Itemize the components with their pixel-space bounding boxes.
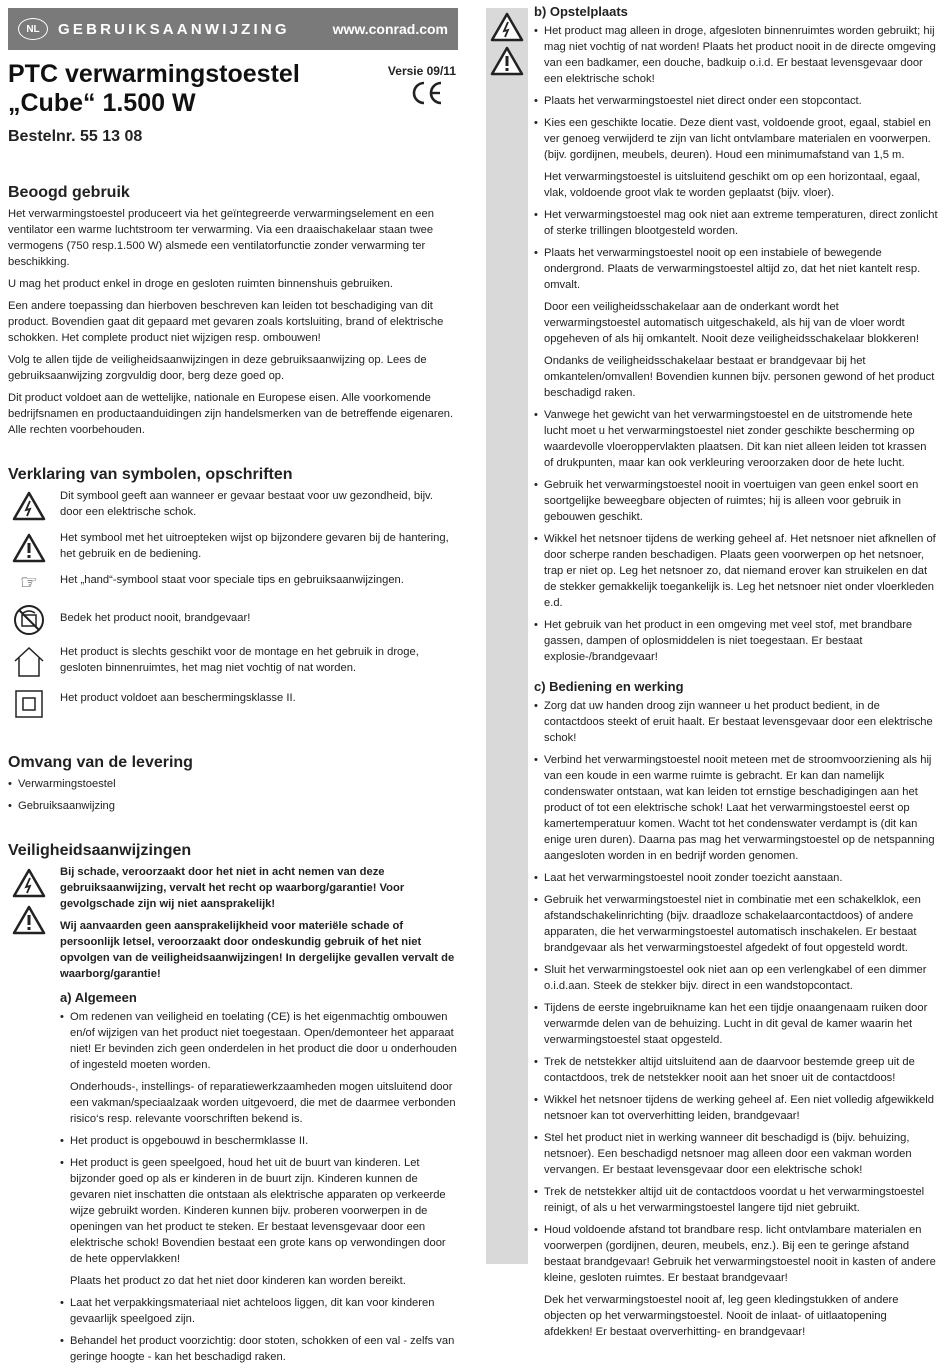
list-item-continuation: Door een veiligheidsschakelaar aan de onderkant wordt het verwarmingstoestel automatisch uitgeschakeld, als hij van de vloer wordt opgeheven of als hij omkantelt. Nooit deze veiligheidsschakelaar blokkeren! <box>544 301 920 345</box>
language-badge: NL <box>18 18 48 40</box>
symbol-row <box>8 686 458 722</box>
general-list <box>60 1009 458 1365</box>
disclaimer-liability: Wij aanvaarden geen aansprakelijkheid voor materiële schade of persoonlijk letsel, veroorzaakt door ondeskundig gebruik of het niet opvolgen van de veiligheidsaanwijzingen! In dergelijke gevallen vervalt de waarborg/garantie! <box>60 920 455 980</box>
location-list <box>534 23 938 665</box>
list-item: • Laat het verpakkingsmateriaal niet achteloos liggen, dit kan voor kinderen gevaarlijk speelgoed zijn. <box>60 1295 458 1327</box>
electric-hazard-icon <box>490 12 524 47</box>
symbol-description: Bedek het product nooit, brandgevaar! <box>60 612 251 624</box>
list-item: • Vanwege het gewicht van het verwarmingstoestel en de uitstromende hete lucht moet u het verwarmingstoestel niet zonder geschikte bescherming op waardevolle vloeroppervlakten plaatsen. Dit kan niet alleen leiden tot krassen of drukpunten, maar kan ook verkleuring veroorzaken door de hete lucht. <box>534 407 938 471</box>
section-heading-delivery: Omvang van de levering <box>8 754 193 771</box>
title-line-1: PTC verwarmingstoestel <box>8 60 300 88</box>
banner-label: GEBRUIKSAANWIJZING <box>58 20 290 38</box>
list-item <box>534 1222 938 1340</box>
list-item-continuation: Dek het verwarmingstoestel nooit af, leg geen kledingstukken of andere objecten op het verwarmingstoestel. Nooit de inlaat- of uitlaatopening afdekken! Er bestaat oververhitting- en brandgevaar! <box>544 1294 899 1338</box>
electric-hazard-icon <box>8 488 50 524</box>
title-line-2: „Cube“ 1.500 W <box>8 89 196 117</box>
indoor-house-icon <box>8 644 50 680</box>
version-label: Versie 09/11 <box>387 64 456 78</box>
disclaimer-warranty: Bij schade, veroorzaakt door het niet in acht nemen van deze gebruiksaanwijzing, vervalt het recht op waarborg/garantie! Voor gevolgschade zijn wij niet aansprakelijk! <box>60 866 405 910</box>
list-item <box>534 245 938 401</box>
paragraph: Dit product voldoet aan de wettelijke, nationale en Europese eisen. Alle voorkomende bedrijfsnamen en productaanduidingen zijn handelsmerken van de betreffende eigenaren. Alle rechten voorbehouden. <box>8 392 454 436</box>
subheading-general: a) Algemeen <box>60 990 137 1005</box>
list-item: • Sluit het verwarmingstoestel ook niet aan op een verlengkabel of een dimmer o.i.d.aan. Steek de stekker bijv. direct in een wandstopcontact. <box>534 962 938 994</box>
do-not-cover-icon <box>8 602 50 638</box>
right-icon-strip <box>486 8 528 1264</box>
header-banner <box>8 8 458 50</box>
symbol-row <box>8 488 458 524</box>
list-item-text: Kies een geschikte locatie. Deze dient vast, voldoende groot, egaal, stabiel en ver genoeg verwijderd te zijn van licht ontvlambare materialen en voorwerpen. (bijv. gordijnen, meubels, deuren). Houd een minimumafstand van 1,5 m. <box>544 117 931 161</box>
list-item: • Laat het verwarmingstoestel nooit zonder toezicht aanstaan. <box>534 870 938 886</box>
order-number: Bestelnr. 55 13 08 <box>8 128 143 145</box>
symbol-description: Het symbool met het uitroepteken wijst op bijzondere gevaren bij de hantering, het gebruik en de bediening. <box>60 532 449 560</box>
paragraph: Volg te allen tijde de veiligheidsaanwijzingen in deze gebruiksaanwijzing op. Lees de gebruiksaanwijzing zorgvuldig door, berg deze goed op. <box>8 354 427 382</box>
pointing-hand-icon: ☞ <box>20 571 38 594</box>
warning-exclamation-icon <box>490 46 524 81</box>
subheading-operation: c) Bediening en werking <box>534 679 684 694</box>
safety-block <box>8 864 458 1371</box>
section-heading-symbols: Verklaring van symbolen, opschriften <box>8 466 293 483</box>
protection-class-ii-icon <box>8 686 50 722</box>
banner-url: www.conrad.com <box>332 21 448 37</box>
symbol-description: Dit symbool geeft aan wanneer er gevaar bestaat voor uw gezondheid, bijv. door een elektrische schok. <box>60 490 433 518</box>
list-item <box>534 115 938 201</box>
list-item: • Het product is opgebouwd in beschermklasse II. <box>60 1133 458 1149</box>
safety-text <box>50 864 458 1371</box>
list-item: • Zorg dat uw handen droog zijn wanneer u het product bedient, in de contactdoos steekt of eruit haalt. Er bestaat levensgevaar door een elektrische schok! <box>534 698 938 746</box>
symbol-row <box>8 644 458 680</box>
subheading-location: b) Opstelplaats <box>534 4 628 19</box>
right-column <box>534 4 938 1346</box>
warning-exclamation-icon <box>8 903 50 940</box>
symbol-row <box>8 572 458 594</box>
list-item: • Wikkel het netsnoer tijdens de werking geheel af. Een niet volledig afgewikkeld netsnoer kan tot oververhitting leiden, brandgevaar! <box>534 1092 938 1124</box>
paragraph: U mag het product enkel in droge en gesloten ruimten binnenshuis gebruiken. <box>8 278 393 290</box>
list-item <box>60 1009 458 1127</box>
list-item: • Verbind het verwarmingstoestel nooit meteen met de stroomvoorziening als hij van een koude in een warme ruimte is gebracht. Er kan dan namelijk condenswater ontstaan, wat kan leiden tot ernstige beschadigingen aan het product of tot een elektrische schok! Laat het verwarmingstoestel eerst op kamertemperatuur komen. Wacht tot het condenswater verdampt is (dit kan enige uren duren). Daarna pas mag het verwarmingstoestel op de netspanning aangesloten worden in en bedrijf worden genomen. <box>534 752 938 864</box>
list-item: • Stel het product niet in werking wanneer dit beschadigd is (bijv. behuizing, netsnoer). Een beschadigd netsnoer mag alleen door een vakman worden vervangen. Er bestaat levensgevaar door een elektrische schok! <box>534 1130 938 1178</box>
list-item-continuation: Onderhouds-, instellings- of reparatiewerkzaamheden mogen uitsluitend door een vakman/speciaalzaak worden uitgevoerd, die met de daarmee verbonden risico‘s resp. relevante voorschriften bekend is. <box>70 1081 456 1125</box>
symbol-description: Het product is slechts geschikt voor de montage en het gebruik in droge, gesloten binnenruimtes, het mag niet vochtig of nat worden. <box>60 646 419 674</box>
section-heading-intended-use: Beoogd gebruik <box>8 184 130 201</box>
ce-mark-icon <box>410 80 444 114</box>
list-item-text: Houd voldoende afstand tot brandbare resp. licht ontvlambare materialen en voorwerpen (gordijnen, deuren, meubels, enz.). Bij een te geringe afstand bestaat brandgevaar! Gebruik het verwarmingstoestel nooit in kasten of andere kleine, gesloten ruimtes. Er bestaat brandgevaar! <box>544 1224 936 1284</box>
list-item: • Het verwarmingstoestel mag ook niet aan extreme temperaturen, direct zonlicht of sterke trillingen blootgesteld worden. <box>534 207 938 239</box>
warning-exclamation-icon <box>8 530 50 566</box>
list-item: • Behandel het product voorzichtig: door stoten, schokken of een val - zelfs van geringe hoogte - kan het beschadigd raken. <box>60 1333 458 1365</box>
list-item-continuation: Het verwarmingstoestel is uitsluitend geschikt om op een horizontaal, egaal, vlak, voldoende groot vlak te worden geplaatst (bijv. vloer). <box>544 171 921 199</box>
symbol-row <box>8 602 458 638</box>
list-item-text: Het product is geen speelgoed, houd het uit de buurt van kinderen. Let bijzonder goed op als er kinderen in de buurt zijn. Kinderen kunnen de gevaren niet inschatten die ontstaan als elektrische apparaten op verkeerde wijze gebruikt worden. Kinderen kunnen bijv. proberen voorwerpen in de openingen van het product te steken. Er bestaat levensgevaar door een elektrische schok! Bovendien bestaat een grote kans op verwondingen door de hete oppervlakken! <box>70 1157 446 1265</box>
symbol-description: Het product voldoet aan beschermingsklasse II. <box>60 692 296 704</box>
list-item-continuation: Ondanks de veiligheidsschakelaar bestaat er brandgevaar bij het omkantelen/omvallen! Bovendien kunnen bijv. personen gewond of het product beschadigd raken. <box>544 355 935 399</box>
left-column <box>8 8 458 1371</box>
section-heading-safety: Veiligheidsaanwijzingen <box>8 842 192 859</box>
list-item: • Tijdens de eerste ingebruikname kan het een tijdje onaangenaam ruiken door verwarmde delen van de behuizing. Lucht in dit geval de kamer waarin het verwarmingstoestel staat opgesteld. <box>534 1000 938 1048</box>
list-item: • Het gebruik van het product in een omgeving met veel stof, met brandbare gassen, dampen of oplosmiddelen is niet toegestaan. Er bestaat explosie-/brandgevaar! <box>534 617 938 665</box>
list-item: • Wikkel het netsnoer tijdens de werking geheel af. Het netsnoer niet afknellen of door scherpe randen beschadigen. Plaats geen voorwerpen op het netsnoer, trap er niet op. Leg het netsnoer zo, dat niemand erover kan struikelen en dat de stekker gemakkelijk toegankelijk is. Leg het netsnoer niet onder vloerkleden e.d. <box>534 531 938 611</box>
symbol-description: Het „hand“-symbool staat voor speciale tips en gebruiksaanwijzingen. <box>60 574 404 586</box>
list-item: • Trek de netstekker altijd uit de contactdoos voordat u het verwarmingstoestel reinigt, of als u het verwarmingstoestel langere tijd niet gebruikt. <box>534 1184 938 1216</box>
delivery-list <box>8 776 458 814</box>
operation-list <box>534 698 938 1340</box>
list-item: • Gebruiksaanwijzing <box>8 798 458 814</box>
list-item: • Gebruik het verwarmingstoestel niet in combinatie met een schakelklok, een afstandschakelinrichting (bijv. draadloze schakelaarcontactdoos) of andere apparaten, die het verwarmingstoestel automatisch inschakelen. Er bestaat brandgevaar als het verwarmingstoestel afgedekt of fout opgesteld wordt. <box>534 892 938 956</box>
paragraph: Een andere toepassing dan hierboven beschreven kan leiden tot beschadiging van dit product. Bovendien gaat dit gepaard met gevaren zoals kortsluiting, brand of elektrische schokken. Het complete product niet wijzigen resp. ombouwen! <box>8 300 444 344</box>
list-item: • Gebruik het verwarmingstoestel nooit in voertuigen van geen enkel soort en soortgelijke beweegbare objecten of ruimtes; hij is alleen voor gebruik in gebouwen geschikt. <box>534 477 938 525</box>
list-item: • Plaats het verwarmingstoestel niet direct onder een stopcontact. <box>534 93 938 109</box>
list-item-continuation: Plaats het product zo dat het niet door kinderen kan worden bereikt. <box>70 1275 406 1287</box>
list-item: • Trek de netstekker altijd uitsluitend aan de daarvoor bestemde greep uit de contactdoos, trek de netstekker nooit aan het snoer uit de contactdoos! <box>534 1054 938 1086</box>
electric-hazard-icon <box>8 864 50 903</box>
safety-icons <box>8 864 50 1371</box>
list-item: • Het product mag alleen in droge, afgesloten binnenruimtes worden gebruikt; hij mag niet vochtig of nat worden! Plaats het product nooit in de directe omgeving van een badkamer, een douche, badkuip o.i.d. Er bestaat levensgevaar door een elektrische schok! <box>534 23 938 87</box>
list-item-text: Om redenen van veiligheid en toelating (CE) is het eigenmachtig ombouwen en/of wijzigen van het product niet toegestaan. Open/demonteer het apparaat niet! Er bevinden zich geen onderdelen in het product die door u onderhouden of ingesteld moeten worden. <box>70 1011 457 1071</box>
list-item: • Verwarmingstoestel <box>8 776 458 792</box>
list-item-text: Plaats het verwarmingstoestel nooit op een instabiele of bewegende ondergrond. Plaats de verwarmingstoestel altijd zo, dat het niet kantelt resp. omvalt. <box>544 247 921 291</box>
list-item <box>60 1155 458 1289</box>
paragraph: Het verwarmingstoestel produceert via het geïntegreerde verwarmingselement en een ventilator een warme luchtstroom ter verwarming. Via een draaischakelaar staan twee vermogens (750 resp.1.500 W) alsmede een ventilatorfunctie zonder verwarming ter beschikking. <box>8 208 434 268</box>
symbol-row <box>8 530 458 566</box>
